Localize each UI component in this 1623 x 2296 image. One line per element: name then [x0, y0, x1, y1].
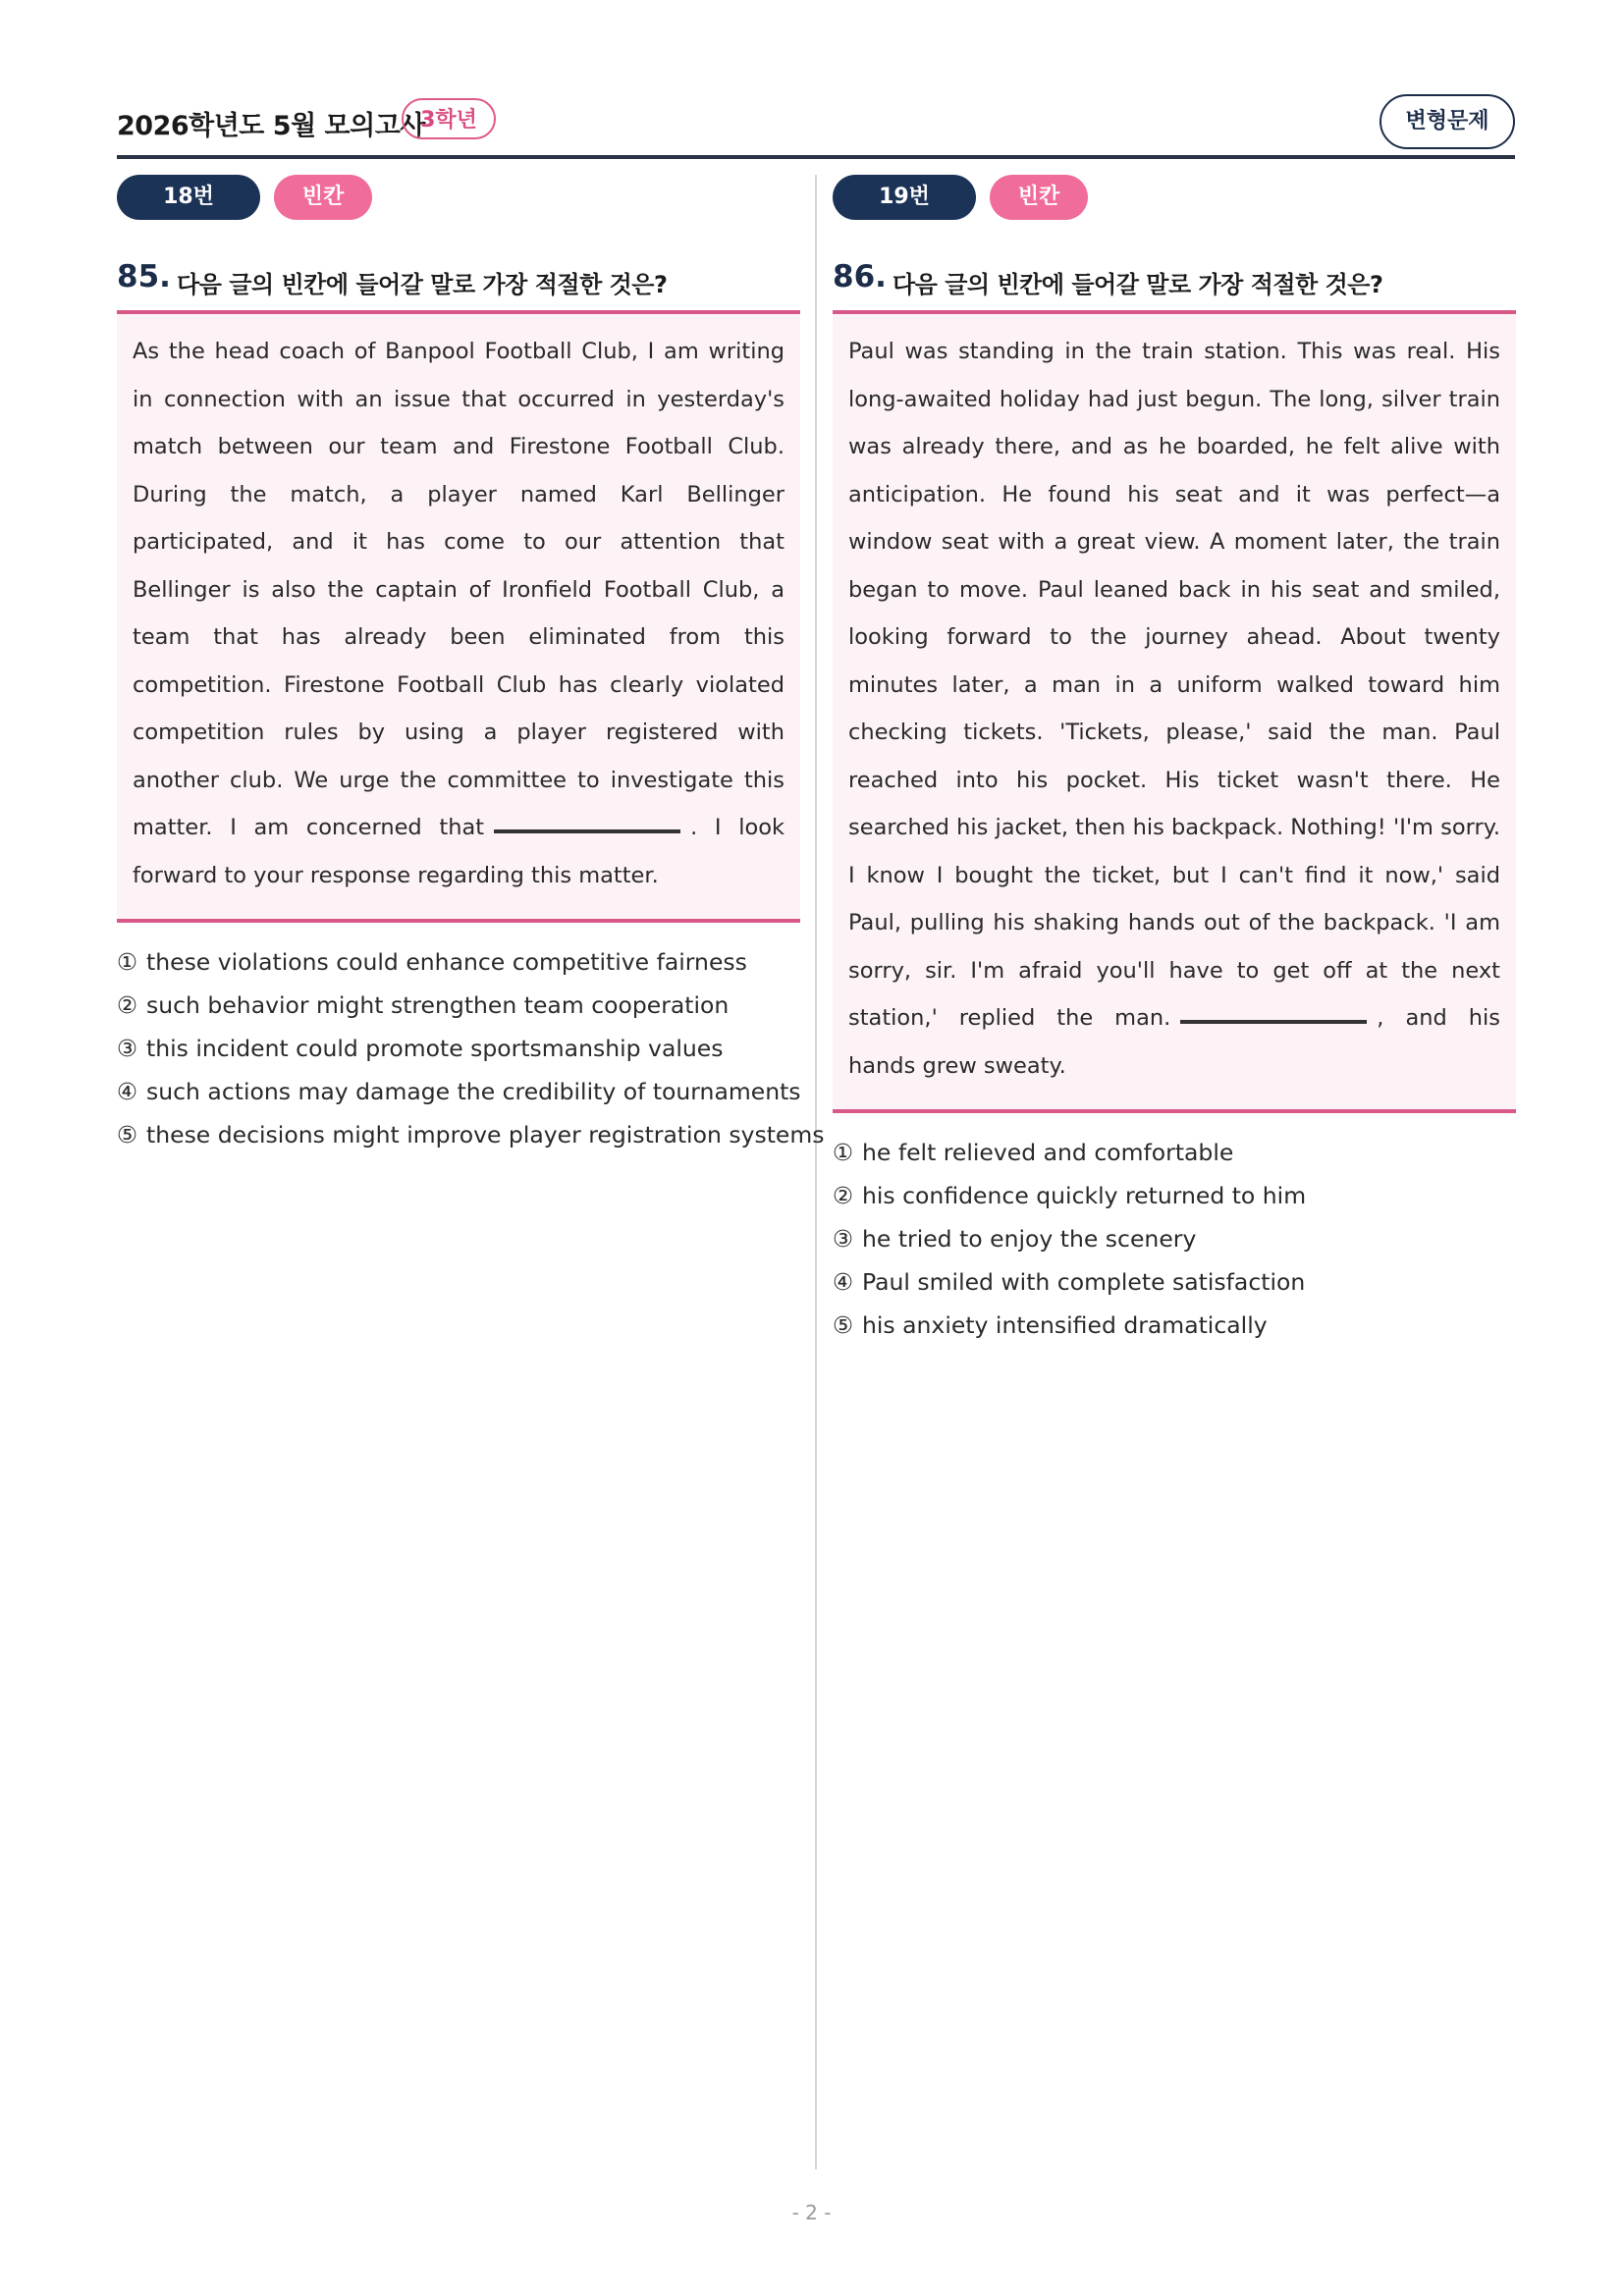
answer-blank: [494, 829, 680, 833]
answer-choice-3[interactable]: [833, 1217, 1516, 1260]
choice-text: such behavior might strengthen team cooperation: [146, 991, 730, 1019]
question-tags: [833, 175, 1516, 222]
question-86: [833, 175, 1516, 1347]
passage-box: [117, 310, 800, 923]
choice-text: Paul smiled with complete satisfaction: [862, 1268, 1306, 1296]
question-85: [117, 175, 825, 1156]
page-number: - 2 -: [791, 2201, 832, 2224]
choice-text: his confidence quickly returned to him: [862, 1182, 1307, 1209]
passage-text-after-blank: , and his hands grew sweaty.: [848, 1005, 1500, 1079]
choice-marker: ③: [833, 1225, 854, 1253]
choice-text: these violations could enhance competitive fairness: [146, 948, 747, 976]
question-type-tag: 빈칸: [274, 175, 372, 220]
answer-choice-2[interactable]: [117, 984, 800, 1027]
choice-text: he tried to enjoy the scenery: [862, 1225, 1197, 1253]
answer-choice-4[interactable]: [117, 1070, 800, 1113]
choice-marker: ③: [117, 1035, 138, 1062]
choice-text: this incident could promote sportsmanship values: [146, 1035, 724, 1062]
answer-choice-1[interactable]: [117, 940, 800, 984]
answer-choices: [833, 1131, 1516, 1347]
passage-text-after-blank: . I look forward to your response regarding this matter.: [133, 815, 785, 888]
choice-text: his anxiety intensified dramatically: [862, 1311, 1268, 1339]
answer-choice-5[interactable]: [117, 1113, 825, 1156]
source-number-tag: 19번: [833, 175, 976, 220]
answer-choice-5[interactable]: [833, 1304, 1516, 1347]
choice-marker: ④: [117, 1078, 138, 1105]
choice-marker: ④: [833, 1268, 854, 1296]
exam-title: 2026학년도 5월 모의고사: [117, 111, 425, 141]
choice-marker: ①: [117, 948, 138, 976]
choice-marker: ⑤: [833, 1311, 854, 1339]
question-header: [117, 259, 800, 308]
choice-marker: ①: [833, 1139, 854, 1166]
choice-marker: ②: [117, 991, 138, 1019]
passage-text-before-blank: As the head coach of Banpool Football Club, I am writing in connection with an issue that occurred in yesterday's match between our team and Firestone Football Club. During the match, a player named Karl Bellinger participated, and it has come to our attention that Bellinger is also the captain of Ironfield Football Club, a team that has already been eliminated from this competition. Firestone Football Club has clearly violated competition rules by using a player registered with another club. We urge the committee to investigate this matter. I am concerned that: [133, 339, 784, 840]
choice-text: such actions may damage the credibility of tournaments: [146, 1078, 801, 1105]
column-divider: [815, 175, 817, 2169]
answer-choice-4[interactable]: [833, 1260, 1516, 1304]
source-number-tag: 18번: [117, 175, 260, 220]
question-number: 86.: [833, 259, 887, 294]
page-header: [117, 94, 1515, 153]
answer-choice-3[interactable]: [117, 1027, 800, 1070]
choice-text: these decisions might improve player registration systems: [146, 1121, 825, 1148]
answer-choice-2[interactable]: [833, 1174, 1516, 1217]
question-tags: [117, 175, 800, 222]
choice-text: he felt relieved and comfortable: [862, 1139, 1234, 1166]
question-number: 85.: [117, 259, 171, 294]
question-prompt: 다음 글의 빈칸에 들어갈 말로 가장 적절한 것은?: [177, 271, 668, 298]
choice-marker: ②: [833, 1182, 854, 1209]
answer-choice-1[interactable]: [833, 1131, 1516, 1174]
header-divider: [117, 155, 1515, 159]
variant-badge: 변형문제: [1380, 94, 1515, 149]
answer-blank: [1180, 1020, 1367, 1024]
answer-choices: [117, 940, 825, 1156]
grade-badge: 3학년: [402, 98, 496, 139]
question-header: [833, 259, 1516, 308]
passage-text-before-blank: Paul was standing in the train station. This was real. His long-awaited holiday had just begun. The long, silver train was already there, and as he boarded, he felt alive with anticipation. He found his seat and it was perfect—a window seat with a great view. A moment later, the train began to move. Paul leaned back in his seat and smiled, looking forward to the journey ahead. About twenty minutes later, a man in a uniform walked toward him checking tickets. 'Tickets, please,' said the man. Paul reached into his pocket. His ticket wasn't there. He searched his jacket, then his backpack. Nothing! 'I'm sorry. I know I bought the ticket, but I can't find it now,' said Paul, pulling his shaking hands out of the backpack. 'I am sorry, sir. I'm afraid you'll have to get off at the next station,' replied the man.: [848, 339, 1500, 1031]
question-prompt: 다음 글의 빈칸에 들어갈 말로 가장 적절한 것은?: [893, 271, 1383, 298]
choice-marker: ⑤: [117, 1121, 138, 1148]
passage-box: [833, 310, 1516, 1113]
question-type-tag: 빈칸: [990, 175, 1088, 220]
